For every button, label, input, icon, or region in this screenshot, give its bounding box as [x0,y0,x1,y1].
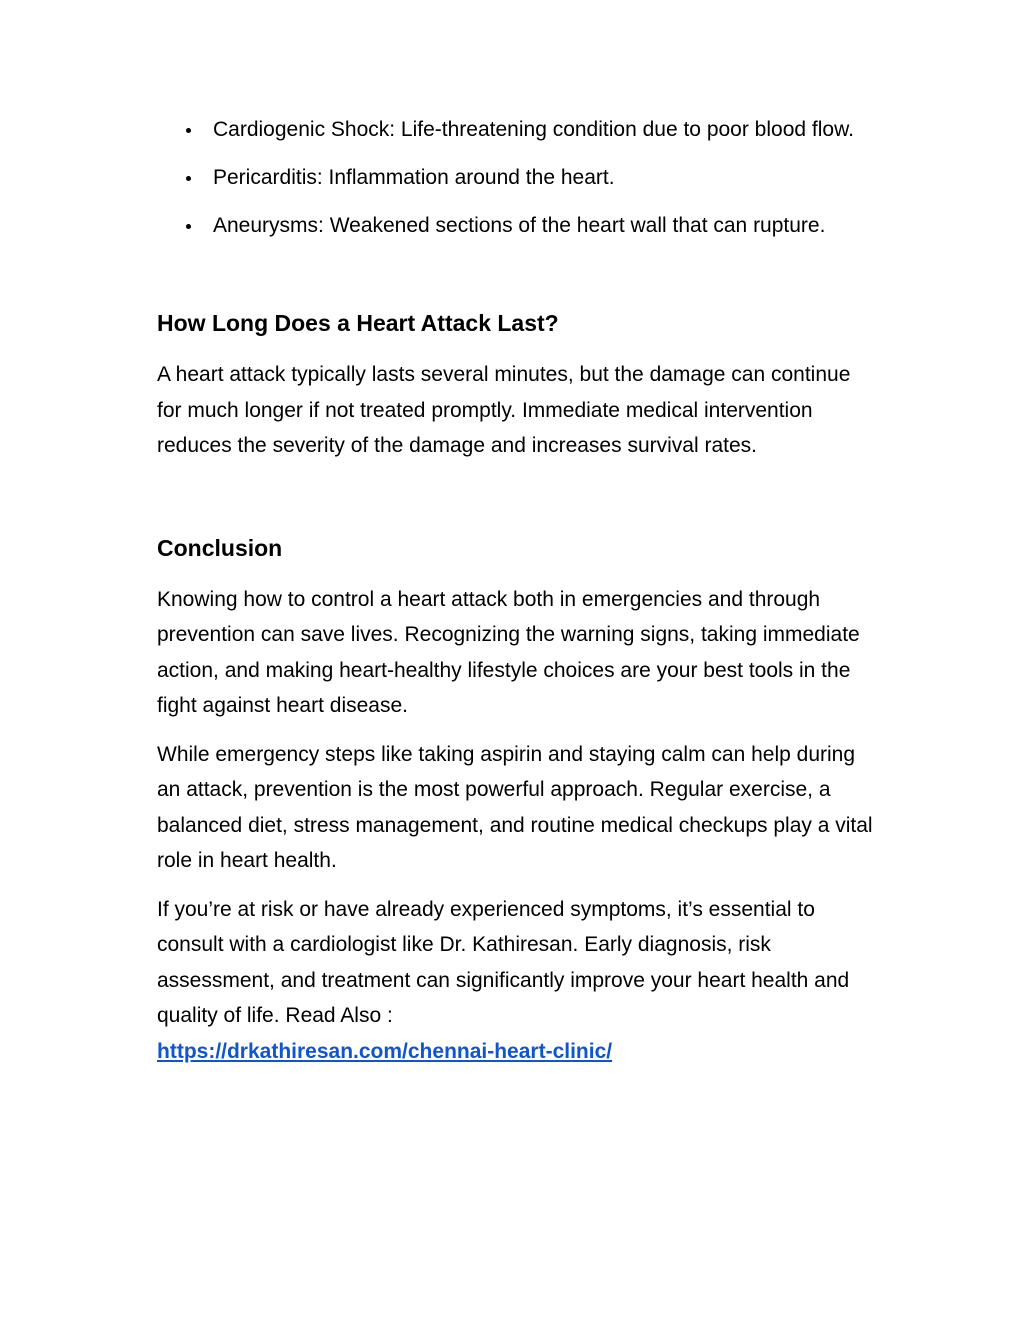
section-heading-duration: How Long Does a Heart Attack Last? [157,310,559,336]
list-item [157,208,877,243]
list-item-text: Cardiogenic Shock: Life-threatening condition due to poor blood flow. [213,118,854,141]
list-item-text: Aneurysms: Weakened sections of the heart wall that can rupture. [213,214,826,237]
paragraph-conclusion-3 [157,892,877,1070]
list-item [157,112,877,147]
paragraph-duration: A heart attack typically lasts several minutes, but the damage can continue for much longer if not treated promptly. Immediate medical intervention reduces the severity of the damage and increases survival rates. [157,363,851,457]
bullet-icon [186,176,191,181]
paragraph-conclusion-3-text: If you’re at risk or have already experienced symptoms, it’s essential to consult with a cardiologist like Dr. Kathiresan. Early diagnosis, risk assessment, and treatment can significantly improve your heart health and quality of life. Read Also : [157,897,850,1027]
paragraph-conclusion-1: Knowing how to control a heart attack both in emergencies and through prevention can save lives. Recognizing the warning signs, taking immediate action, and making heart-healthy lifestyle choices are your best tools in the fight against heart disease. [157,587,860,717]
bullet-icon [186,224,191,229]
bullet-icon [186,128,191,133]
paragraph-conclusion-2: While emergency steps like taking aspirin and staying calm can help during an attack, prevention is the most powerful approach. Regular exercise, a balanced diet, stress management, and routine medical checkups play a vital role in heart health. [157,742,873,872]
list-item-text: Pericarditis: Inflammation around the heart. [213,166,615,189]
clinic-link[interactable]: https://drkathiresan.com/chennai-heart-clinic/ [157,1039,613,1063]
list-item [157,160,877,195]
complications-list [157,112,877,243]
section-heading-conclusion: Conclusion [157,534,283,561]
document-page [157,112,877,1069]
